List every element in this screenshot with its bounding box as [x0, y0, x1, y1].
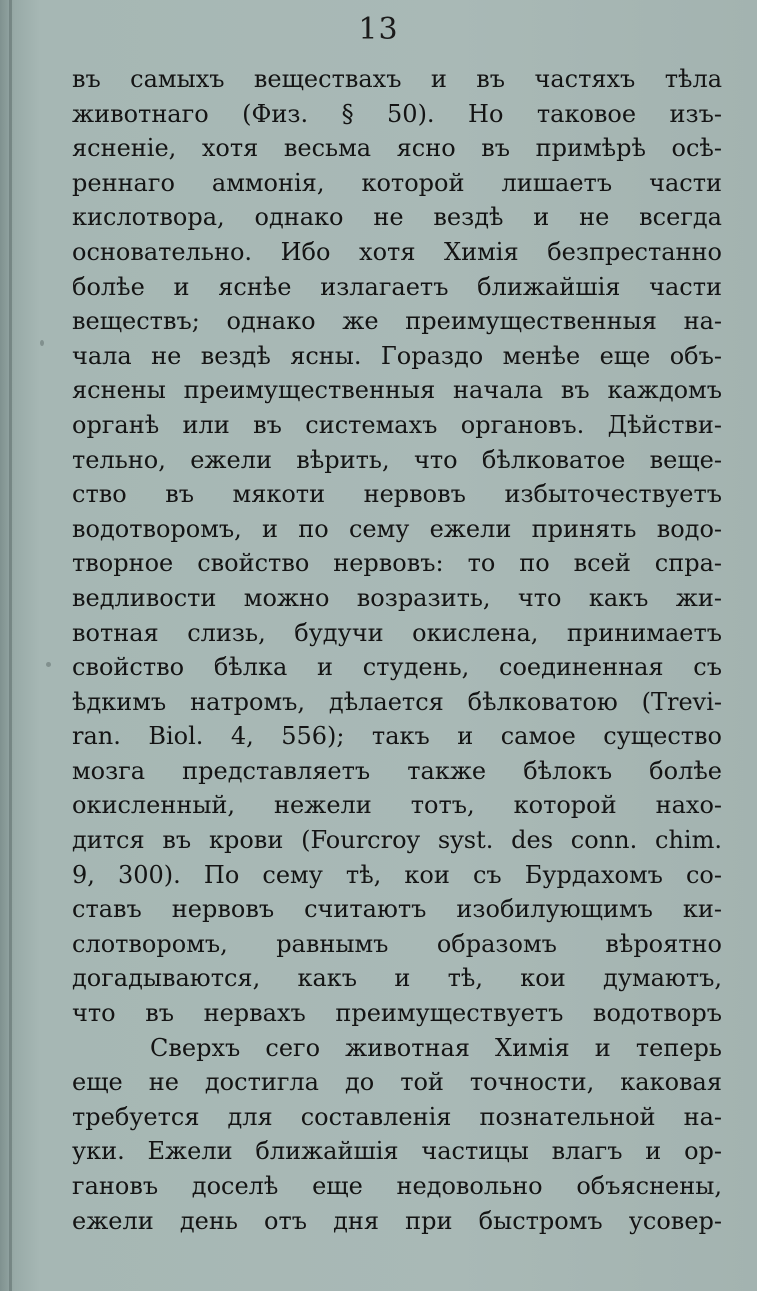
text-line: ежели день отъ дня при быстромъ усовер- [72, 1206, 722, 1235]
text-line: ведливости можно возразить, что какъ жи- [72, 583, 722, 612]
paragraph-1 [72, 62, 722, 1031]
text-line: что въ нервахъ преимуществуетъ водотворъ [72, 999, 722, 1028]
text-line: органѣ или въ системахъ органовъ. Дѣйстви- [72, 410, 722, 439]
text-line: ставъ нервовъ считаютъ изобилующимъ ки- [72, 895, 722, 924]
text-line: дится въ крови (Fourcroy syst. des conn. chim. [72, 826, 722, 855]
text-line: кислотвора, однако не вездѣ и не всегда [72, 203, 722, 232]
text-line: 9, 300). По сему тѣ, кои съ Бурдахомъ со- [72, 860, 722, 889]
text-line: требуется для составленія познательной на- [72, 1102, 722, 1131]
text-line: животнаго (Физ. § 50). Но таковое изъ- [72, 99, 722, 128]
text-line: гановъ доселѣ еще недовольно объяснены, [72, 1172, 722, 1200]
text-line: творное свойство нервовъ: то по всей спра- [72, 549, 722, 578]
text-line: реннаго аммонія, которой лишаетъ части [72, 168, 722, 197]
text-line: еще не достигла до той точности, каковая [72, 1068, 722, 1097]
text-line: ясненіе, хотя весьма ясно въ примѣрѣ осѣ- [72, 134, 722, 163]
text-line: догадываются, какъ и тѣ, кои думаютъ, [72, 964, 722, 993]
text-line: ство въ мякоти нервовъ избыточествуетъ [72, 480, 722, 509]
text-line: веществъ; однако же преимущественныя на- [72, 307, 722, 336]
paragraph-2 [72, 1031, 722, 1239]
page-gutter-edge [9, 0, 12, 1291]
body-text [72, 62, 722, 1238]
text-line: мозга представляетъ также бѣлокъ болѣе [72, 756, 722, 785]
text-line: водотворомъ, и по сему ежели принять водо- [72, 514, 722, 543]
text-line: свойство бѣлка и студень, соединенная съ [72, 653, 722, 682]
text-line: яснены преимущественныя начала въ каждомъ [72, 376, 722, 405]
page-number: 13 [358, 12, 399, 47]
text-line: чала не вездѣ ясны. Гораздо менѣе еще объ- [72, 341, 722, 370]
ink-spot [40, 340, 44, 346]
text-line: основательно. Ибо хотя Химія безпрестанно [72, 237, 722, 266]
text-line: въ самыхъ веществахъ и въ частяхъ тѣла [72, 65, 722, 93]
text-line: окисленный, нежели тотъ, которой нахо- [72, 791, 722, 820]
text-line: Сверхъ сего животная Химія и теперь [150, 1033, 722, 1062]
text-line: ѣдкимъ натромъ, дѣлается бѣлковатою (Trevi- [72, 687, 722, 716]
text-line: слотворомъ, равнымъ образомъ вѣроятно [72, 929, 722, 958]
ink-spot [46, 662, 51, 667]
text-line: вотная слизь, будучи окислена, принимаетъ [72, 618, 722, 647]
text-line: уки. Ежели ближайшія частицы влагъ и ор- [72, 1137, 722, 1166]
text-line: ran. Biol. 4, 556); такъ и самое существо [72, 722, 722, 751]
text-line: болѣе и яснѣе излагаетъ ближайшія части [72, 272, 722, 301]
text-line: тельно, ежели вѣрить, что бѣлковатое веще- [72, 445, 722, 474]
